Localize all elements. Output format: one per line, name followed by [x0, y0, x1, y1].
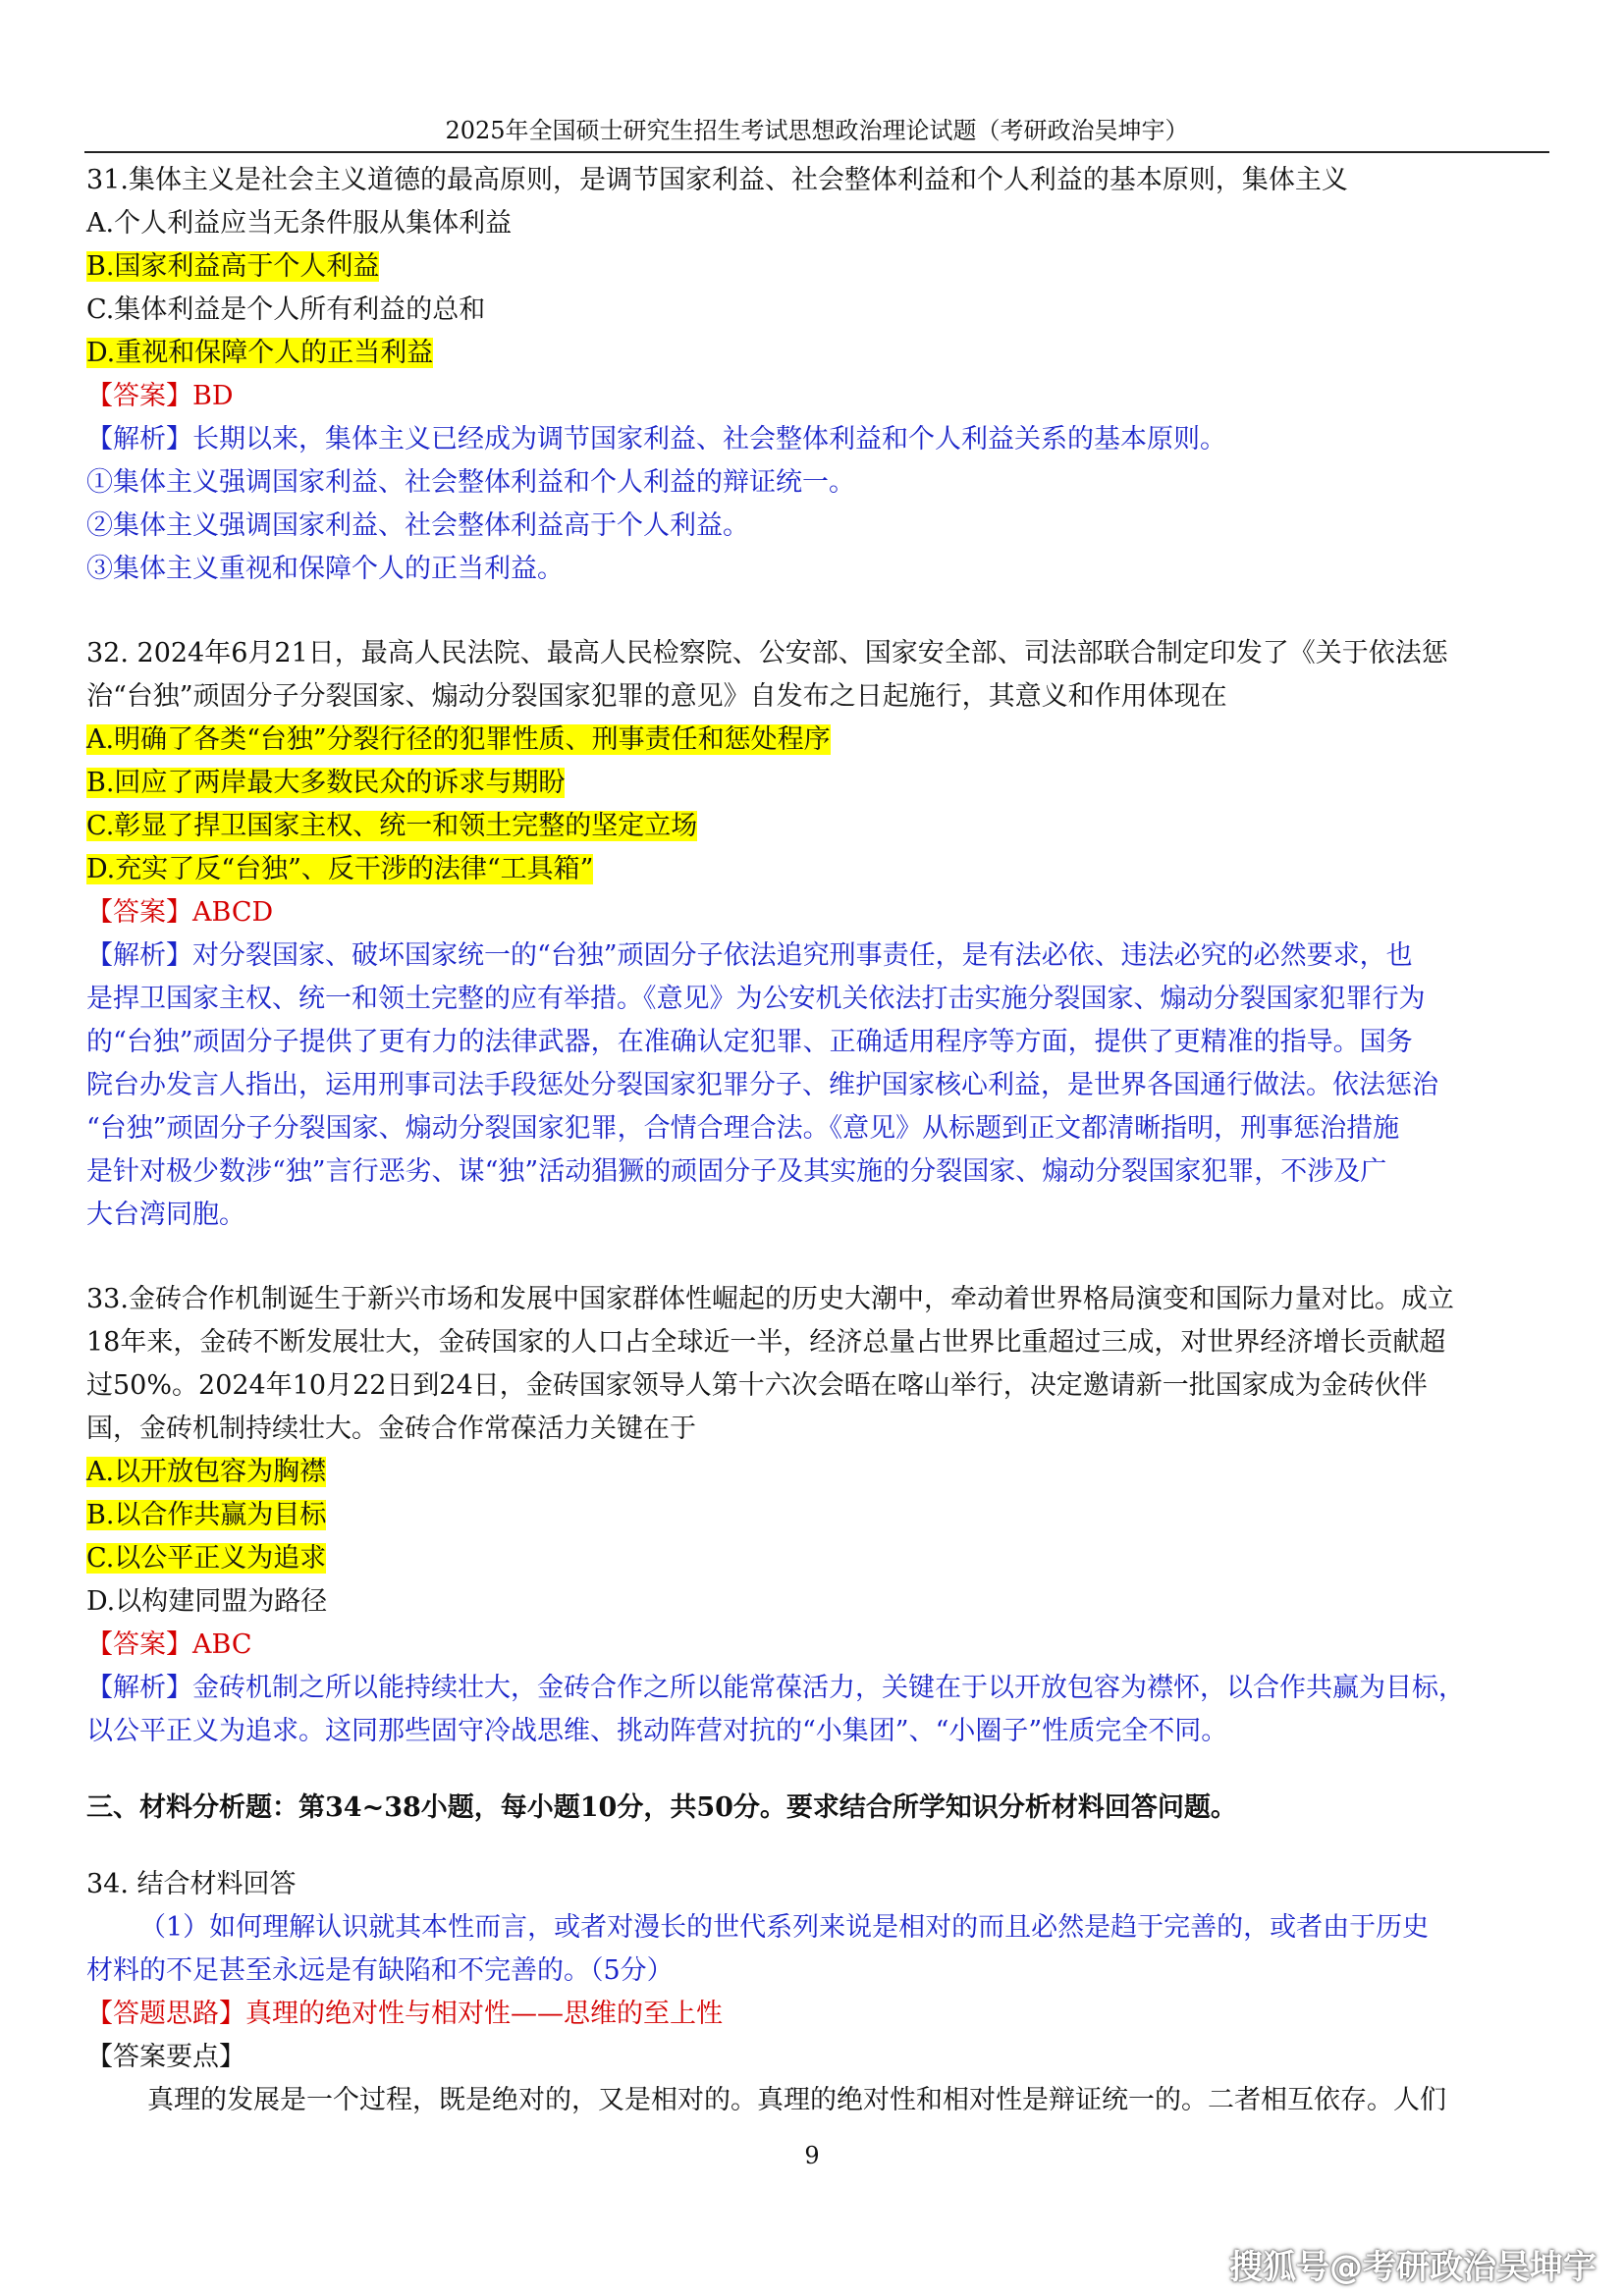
highlighted-option: A.明确了各类“台独”分裂行径的犯罪性质、刑事责任和惩处程序: [86, 724, 831, 755]
highlighted-option: A.以开放包容为胸襟: [86, 1457, 327, 1487]
question-stem: 34. 结合材料回答: [86, 1869, 297, 1899]
answer-thinking: 【答题思路】真理的绝对性与相对性——思维的至上性: [86, 1999, 723, 2029]
answer-line: 【答案】ABC: [86, 1629, 252, 1660]
analysis-line: ③集体主义重视和保障个人的正当利益。: [86, 554, 564, 584]
option-a: [86, 1451, 1549, 1494]
page-header: 2025年全国硕士研究生招生考试思想政治理论试题（考研政治吴坤宇）: [445, 117, 1189, 144]
analysis-line: 是捍卫国家主权、统一和领土完整的应有举措。《意见》为公安机关依法打击实施分裂国家、煽动分裂国家犯罪行为: [86, 984, 1426, 1014]
question-stem: 18年来，金砖不断发展壮大，金砖国家的人口占全球近一半，经济总量占世界比重超过三成，对世界经济增长贡献超: [86, 1327, 1446, 1358]
question-32: [86, 632, 1549, 1237]
option-b: [86, 762, 1549, 805]
option-a: [86, 719, 1549, 762]
option-c: [86, 1537, 1549, 1580]
option-d: [86, 848, 1549, 891]
analysis-line: ①集体主义强调国家利益、社会整体利益和个人利益的辩证统一。: [86, 467, 855, 498]
sub-question: （1）如何理解认识就其本性而言，或者对漫长的世代系列来说是相对的而且必然是趋于完善的，或者由于历史: [139, 1912, 1430, 1943]
analysis-line: 【解析】对分裂国家、破坏国家统一的“台独”顽固分子依法追究刑事责任，是有法必依、违法必究的必然要求，也: [86, 940, 1413, 971]
analysis-line: “台独”顽固分子分裂国家、煽动分裂国家犯罪，合情合理合法。《意见》从标题到正文都清晰指明，刑事惩治措施: [86, 1113, 1400, 1144]
highlighted-option: B.国家利益高于个人利益: [86, 251, 380, 282]
highlighted-option: C.以公平正义为追求: [86, 1543, 327, 1574]
question-stem: 32. 2024年6月21日，最高人民法院、最高人民检察院、公安部、国家安全部、司法部联合制定印发了《关于依法惩: [86, 638, 1448, 668]
option-b: [86, 1494, 1549, 1537]
header-rule: [84, 151, 1549, 153]
watermark: 搜狐号@考研政治吴坤宇: [1229, 2248, 1597, 2287]
page-content: [86, 159, 1549, 2122]
spacer: [86, 591, 1549, 632]
highlighted-option: D.充实了反“台独”、反干涉的法律“工具箱”: [86, 854, 594, 884]
section-heading: 三、材料分析题：第34~38小题，每小题10分，共50分。要求结合所学知识分析材料回答问题。: [86, 1792, 1237, 1823]
analysis-line: 的“台独”顽固分子提供了更有力的法律武器，在准确认定犯罪、正确适用程序等方面，提供了更精准的指导。国务: [86, 1027, 1413, 1057]
sub-question: 材料的不足甚至永远是有缺陷和不完善的。（5分）: [86, 1955, 674, 1986]
highlighted-option: D.重视和保障个人的正当利益: [86, 338, 434, 368]
question-33: [86, 1278, 1549, 1753]
analysis-line: 【解析】长期以来，集体主义已经成为调节国家利益、社会整体利益和个人利益关系的基本原则。: [86, 424, 1226, 454]
option-a: A.个人利益应当无条件服从集体利益: [86, 208, 513, 239]
question-stem: 33.金砖合作机制诞生于新兴市场和发展中国家群体性崛起的历史大潮中，牵动着世界格局演变和国际力量对比。成立: [86, 1284, 1454, 1314]
option-c: C.集体利益是个人所有利益的总和: [86, 294, 486, 325]
spacer: [86, 1753, 1549, 1787]
option-d: D.以构建同盟为路径: [86, 1586, 328, 1617]
question-stem: 治“台独”顽固分子分裂国家、煽动分裂国家犯罪的意见》自发布之日起施行，其意义和作用体现在: [86, 681, 1227, 712]
analysis-line: 【解析】金砖机制之所以能持续壮大，金砖合作之所以能常葆活力，关键在于以开放包容为襟怀，以合作共赢为目标，: [86, 1673, 1465, 1703]
option-d: [86, 332, 1549, 375]
question-stem: 31.集体主义是社会主义道德的最高原则，是调节国家利益、社会整体利益和个人利益的基本原则，集体主义: [86, 165, 1348, 195]
question-stem: 过50%。2024年10月22日到24日，金砖国家领导人第十六次会晤在喀山举行，决定邀请新一批国家成为金砖伙伴: [86, 1370, 1428, 1401]
answer-line: 【答案】ABCD: [86, 897, 274, 928]
question-31: [86, 159, 1549, 591]
analysis-line: 院台办发言人指出，运用刑事司法手段惩处分裂国家犯罪分子、维护国家核心利益，是世界各国通行做法。依法惩治: [86, 1070, 1438, 1100]
question-stem: 国，金砖机制持续壮大。金砖合作常葆活力关键在于: [86, 1414, 696, 1444]
answer-line: 【答案】BD: [86, 381, 234, 411]
highlighted-option: B.回应了两岸最大多数民众的诉求与期盼: [86, 768, 566, 798]
question-34: [86, 1863, 1549, 2122]
analysis-line: 大台湾同胞。: [86, 1200, 245, 1230]
analysis-line: ②集体主义强调国家利益、社会整体利益高于个人利益。: [86, 510, 749, 541]
spacer: [86, 1830, 1549, 1863]
analysis-line: 以公平正义为追求。这同那些固守冷战思维、挑动阵营对抗的“小集团”、“小圈子”性质完全不同。: [86, 1716, 1228, 1746]
keypoints-text: 真理的发展是一个过程，既是绝对的，又是相对的。真理的绝对性和相对性是辩证统一的。二者相互依存。人们: [147, 2085, 1446, 2115]
spacer: [86, 1237, 1549, 1278]
analysis-line: 是针对极少数涉“独”言行恶劣、谋“独”活动猖獗的顽固分子及其实施的分裂国家、煽动分裂国家犯罪，不涉及广: [86, 1156, 1387, 1187]
keypoints-label: 【答案要点】: [86, 2042, 245, 2072]
page-number: 9: [804, 2142, 820, 2169]
option-b: [86, 245, 1549, 289]
highlighted-option: B.以合作共赢为目标: [86, 1500, 327, 1530]
highlighted-option: C.彰显了捍卫国家主权、统一和领土完整的坚定立场: [86, 811, 698, 841]
option-c: [86, 805, 1549, 848]
